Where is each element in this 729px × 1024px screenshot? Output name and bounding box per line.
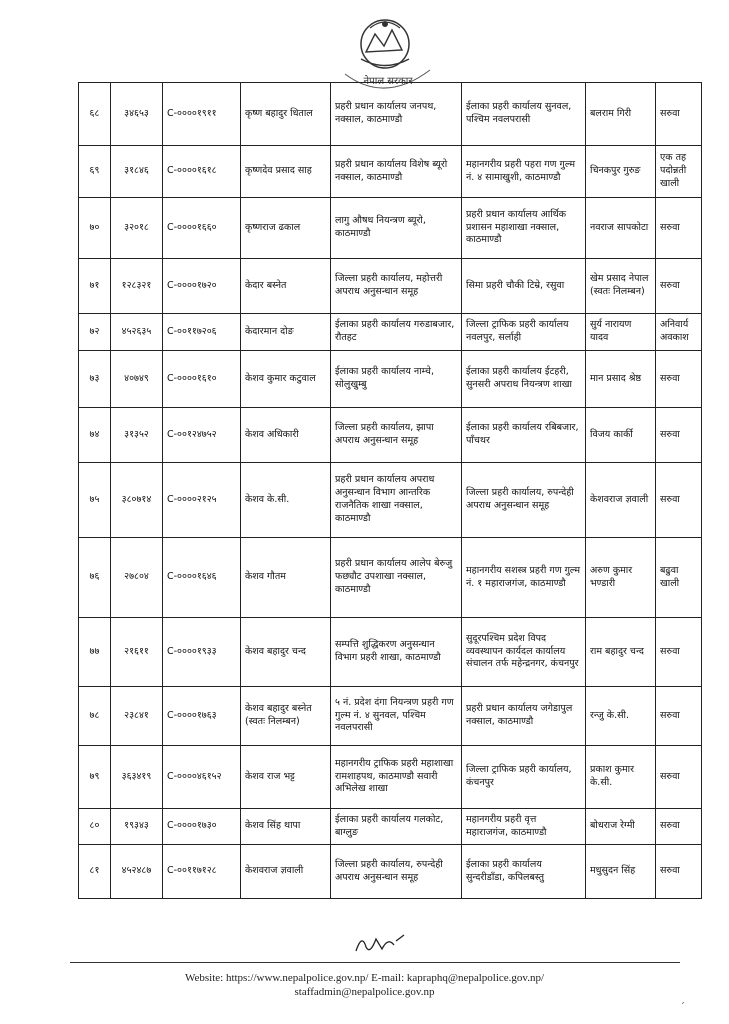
code-number-cell: C-००००१६४६	[163, 538, 241, 618]
transfer-office-cell: ईलाका प्रहरी कार्यालय सुनवल, पश्चिम नवलपरासी	[462, 83, 586, 146]
table-row	[79, 259, 702, 314]
transfer-office-cell: प्रहरी प्रधान कार्यालय आर्थिक प्रशासन महाशाखा नक्साल, काठमाण्डौ	[462, 198, 586, 259]
table-row	[79, 687, 702, 746]
replacement-cell: नवराज सापकोटा	[586, 198, 656, 259]
serial-number-cell: ७५	[79, 463, 111, 538]
transfer-office-cell: ईलाका प्रहरी कार्यालय रबिबजार, पाँचथर	[462, 408, 586, 463]
employee-name-cell: कृष्णदेव प्रसाद साह	[241, 146, 331, 198]
transfer-office-cell: जिल्ला ट्राफिक प्रहरी कार्यालय, कंचनपुर	[462, 746, 586, 809]
table-row	[79, 618, 702, 687]
serial-number-cell: ६९	[79, 146, 111, 198]
employee-id-cell: २७८०४	[111, 538, 163, 618]
current-office-cell: सम्पत्ति शुद्धिकरण अनुसन्धान विभाग प्रहरी शाखा, काठमाण्डौ	[331, 618, 462, 687]
code-number-cell: C-००००१६१८	[163, 146, 241, 198]
transfer-roster-table	[78, 82, 702, 899]
employee-name-cell: केदार बस्नेत	[241, 259, 331, 314]
serial-number-cell: ७४	[79, 408, 111, 463]
employee-name-cell: केशव के.सी.	[241, 463, 331, 538]
employee-name-cell: कृष्ण बहादुर धिताल	[241, 83, 331, 146]
replacement-cell: रन्जु के.सी.	[586, 687, 656, 746]
code-number-cell: C-००१२४७५२	[163, 408, 241, 463]
current-office-cell: महानगरीय ट्राफिक प्रहरी महाशाखा रामशाहपथ, काठमाण्डौ सवारी अभिलेख शाखा	[331, 746, 462, 809]
serial-number-cell: ७०	[79, 198, 111, 259]
replacement-cell: विजय कार्की	[586, 408, 656, 463]
code-number-cell: C-००००१६१०	[163, 351, 241, 408]
employee-name-cell: केशव गौतम	[241, 538, 331, 618]
serial-number-cell: ६८	[79, 83, 111, 146]
serial-number-cell: ७२	[79, 314, 111, 351]
margin-mark: ´	[680, 1002, 685, 1013]
transfer-office-cell: महानगरीय प्रहरी वृत्त महाराजगंज, काठमाण्डौ	[462, 809, 586, 845]
employee-id-cell: ३८०७१४	[111, 463, 163, 538]
serial-number-cell: ८०	[79, 809, 111, 845]
employee-id-cell: ३१८४६	[111, 146, 163, 198]
remarks-cell: सरुवा	[656, 746, 702, 809]
replacement-cell: बोधराज रेग्मी	[586, 809, 656, 845]
replacement-cell: मधुसुदन सिंह	[586, 845, 656, 899]
footer-divider	[70, 962, 680, 963]
handwritten-signature	[352, 927, 412, 957]
code-number-cell: C-००११७१२८	[163, 845, 241, 899]
current-office-cell: प्रहरी प्रधान कार्यालय आलेप बेरुजु फछ्यौट उपशाखा नक्साल, काठमाण्डौ	[331, 538, 462, 618]
serial-number-cell: ७७	[79, 618, 111, 687]
replacement-cell: अरुण कुमार भण्डारी	[586, 538, 656, 618]
employee-id-cell: ३१३५२	[111, 408, 163, 463]
serial-number-cell: ७१	[79, 259, 111, 314]
remarks-cell: सरुवा	[656, 83, 702, 146]
remarks-cell: बढुवा खाली	[656, 538, 702, 618]
current-office-cell: ईलाका प्रहरी कार्यालय गरुडाबजार, रौतहट	[331, 314, 462, 351]
replacement-cell: चिनकपुर गुरुङ	[586, 146, 656, 198]
employee-name-cell: केदारमान दोङ	[241, 314, 331, 351]
remarks-cell: सरुवा	[656, 845, 702, 899]
remarks-cell: सरुवा	[656, 463, 702, 538]
code-number-cell: C-००००१६६०	[163, 198, 241, 259]
replacement-cell: प्रकाश कुमार के.सी.	[586, 746, 656, 809]
remarks-cell: सरुवा	[656, 618, 702, 687]
table-row	[79, 146, 702, 198]
employee-name-cell: कृष्णराज ढकाल	[241, 198, 331, 259]
footer-contact-line-1: Website: https://www.nepalpolice.gov.np/ E-mail: kapraphq@nepalpolice.gov.np/	[184, 972, 545, 984]
employee-id-cell: २३८४१	[111, 687, 163, 746]
transfer-office-cell: महानगरीय सशस्त्र प्रहरी गण गुल्म नं. १ महाराजगंज, काठमाण्डौ	[462, 538, 586, 618]
code-number-cell: C-००११७२०६	[163, 314, 241, 351]
employee-id-cell: ३६३४१९	[111, 746, 163, 809]
employee-name-cell: केशव बहादुर बस्नेत (स्वतः निलम्बन)	[241, 687, 331, 746]
transfer-office-cell: प्रहरी प्रधान कार्यालय जगेडापुल नक्साल, काठमाण्डौ	[462, 687, 586, 746]
employee-name-cell: केशव अधिकारी	[241, 408, 331, 463]
table-row	[79, 198, 702, 259]
code-number-cell: C-००००१९११	[163, 83, 241, 146]
table-row	[79, 83, 702, 146]
table-row	[79, 809, 702, 845]
serial-number-cell: ८१	[79, 845, 111, 899]
table-row	[79, 408, 702, 463]
employee-name-cell: केशव राज भट्ट	[241, 746, 331, 809]
remarks-cell: सरुवा	[656, 351, 702, 408]
transfer-office-cell: सिमा प्रहरी चौकी टिम्रे, रसुवा	[462, 259, 586, 314]
transfer-office-cell: ईलाका प्रहरी कार्यालय ईटहरी, सुनसरी अपराध नियन्त्रण शाखा	[462, 351, 586, 408]
employee-id-cell: १२८३२१	[111, 259, 163, 314]
employee-id-cell: १९३४३	[111, 809, 163, 845]
transfer-office-cell: ईलाका प्रहरी कार्यालय सुन्दरीडाँडा, कपिलबस्तु	[462, 845, 586, 899]
replacement-cell: बलराम गिरी	[586, 83, 656, 146]
employee-id-cell: ४५२६३५	[111, 314, 163, 351]
employee-name-cell: केशव बहादुर चन्द	[241, 618, 331, 687]
table-row	[79, 845, 702, 899]
remarks-cell: सरुवा	[656, 809, 702, 845]
code-number-cell: C-००००२१२५	[163, 463, 241, 538]
current-office-cell: प्रहरी प्रधान कार्यालय जनपथ, नक्साल, काठमाण्डौ	[331, 83, 462, 146]
replacement-cell: खेम प्रसाद नेपाल (स्वतः निलम्बन)	[586, 259, 656, 314]
code-number-cell: C-००००१७२०	[163, 259, 241, 314]
employee-name-cell: केशव सिंह थापा	[241, 809, 331, 845]
transfer-office-cell: सुदूरपश्चिम प्रदेश विपद व्यवस्थापन कार्यदल कार्यालय संचालन तर्फ महेन्द्रनगर, कंचनपुर	[462, 618, 586, 687]
current-office-cell: ईलाका प्रहरी कार्यालय गलकोट, बाग्लुङ	[331, 809, 462, 845]
code-number-cell: C-००००१९३३	[163, 618, 241, 687]
employee-name-cell: केशवराज ज्ञवाली	[241, 845, 331, 899]
remarks-cell: सरुवा	[656, 408, 702, 463]
table-row	[79, 351, 702, 408]
current-office-cell: लागु औषध नियन्त्रण ब्यूरो, काठमाण्डौ	[331, 198, 462, 259]
employee-id-cell: ४५२४८७	[111, 845, 163, 899]
current-office-cell: जिल्ला प्रहरी कार्यालय, रुपन्देही अपराध अनुसन्धान समूह	[331, 845, 462, 899]
table-row	[79, 463, 702, 538]
current-office-cell: प्रहरी प्रधान कार्यालय विशेष ब्यूरो नक्साल, काठमाण्डौ	[331, 146, 462, 198]
employee-id-cell: ३२०१८	[111, 198, 163, 259]
replacement-cell: सुर्य नारायण यादव	[586, 314, 656, 351]
current-office-cell: जिल्ला प्रहरी कार्यालय, महोत्तरी अपराध अनुसन्धान समूह	[331, 259, 462, 314]
transfer-office-cell: महानगरीय प्रहरी पहरा गण गुल्म नं. ४ सामाखुशी, काठमाण्डौ	[462, 146, 586, 198]
serial-number-cell: ७९	[79, 746, 111, 809]
replacement-cell: राम बहादुर चन्द	[586, 618, 656, 687]
table-row	[79, 314, 702, 351]
remarks-cell: सरुवा	[656, 259, 702, 314]
serial-number-cell: ७८	[79, 687, 111, 746]
code-number-cell: C-००००४६१५२	[163, 746, 241, 809]
current-office-cell: ५ नं. प्रदेश दंगा नियन्त्रण प्रहरी गण गुल्म नं. ४ सुनवल, पश्चिम नवलपरासी	[331, 687, 462, 746]
transfer-office-cell: जिल्ला ट्राफिक प्रहरी कार्यालय नवलपुर, सर्लाही	[462, 314, 586, 351]
replacement-cell: मान प्रसाद श्रेष्ठ	[586, 351, 656, 408]
remarks-cell: सरुवा	[656, 687, 702, 746]
code-number-cell: C-००००१७३०	[163, 809, 241, 845]
serial-number-cell: ७६	[79, 538, 111, 618]
svg-text:नेपाल सरकार: नेपाल सरकार	[363, 76, 413, 87]
table-row	[79, 538, 702, 618]
current-office-cell: प्रहरी प्रधान कार्यालय अपराध अनुसन्धान विभाग आन्तरिक राजनैतिक शाखा नक्साल, काठमाण्डौ	[331, 463, 462, 538]
table-row	[79, 746, 702, 809]
remarks-cell: एक तह पदोन्नती खाली	[656, 146, 702, 198]
current-office-cell: जिल्ला प्रहरी कार्यालय, झापा अपराध अनुसन्धान समूह	[331, 408, 462, 463]
employee-id-cell: ४०७४९	[111, 351, 163, 408]
code-number-cell: C-००००१७६३	[163, 687, 241, 746]
employee-id-cell: २१६११	[111, 618, 163, 687]
transfer-office-cell: जिल्ला प्रहरी कार्यालय, रुपन्देही अपराध अनुसन्धान समूह	[462, 463, 586, 538]
employee-id-cell: ३४६५३	[111, 83, 163, 146]
remarks-cell: सरुवा	[656, 198, 702, 259]
replacement-cell: केशवराज ज्ञवाली	[586, 463, 656, 538]
employee-name-cell: केशव कुमार कटुवाल	[241, 351, 331, 408]
footer-contact-line-2: staffadmin@nepalpolice.gov.np	[294, 986, 435, 998]
current-office-cell: ईलाका प्रहरी कार्यालय नाम्चे, सोलुखुम्बु	[331, 351, 462, 408]
remarks-cell: अनिवार्य अवकाश	[656, 314, 702, 351]
serial-number-cell: ७३	[79, 351, 111, 408]
